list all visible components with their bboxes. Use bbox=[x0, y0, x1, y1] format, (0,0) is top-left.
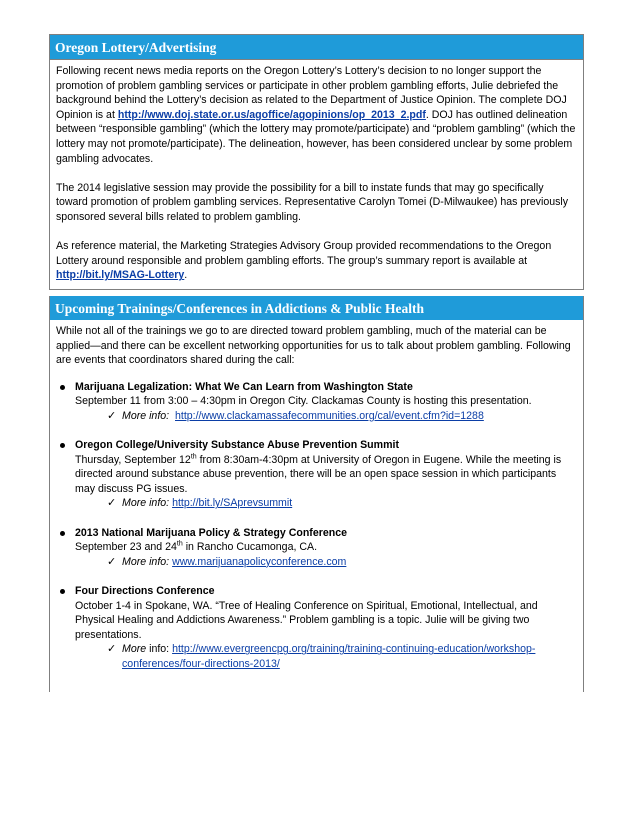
paragraph: While not all of the trainings we go to are directed toward problem gambling, much of the material can be applied—and there can be excellent networking opportunities for us to talk about problem gambling. Following are events that coordinators shared during the call: bbox=[56, 324, 571, 367]
document-frame bbox=[49, 34, 584, 692]
event-list bbox=[56, 380, 577, 672]
event-title: 2013 National Marijuana Policy & Strategy Conference bbox=[75, 526, 347, 539]
event-link[interactable]: http://www.clackamassafecommunities.org/cal/event.cfm?id=1288 bbox=[175, 409, 484, 422]
section-trainings bbox=[49, 296, 584, 692]
list-item bbox=[56, 438, 577, 511]
event-title: Oregon College/University Substance Abuse Prevention Summit bbox=[75, 439, 399, 452]
more-info: ✓ More info: http://bit.ly/SAprevsummit bbox=[107, 497, 293, 510]
paragraph: Following recent news media reports on the Oregon Lottery’s Lottery’s decision to no longer support the promotion of problem gambling services or participate in other problem gambling efforts, Julie debriefed the background behind the Lottery’s decision as related to the Department of Justice Opinion. The complete DOJ Opinion is at http://www.doj.state.or.us/agoffice/agopinions/op_2013_2.pdf. DOJ has outlined delineation between “responsible gambling” (which the lottery may promote/participate) and “problem gambling” (which the lottery may not promote/participate). The delineation, however, has been considered unclear by some problem gambling advocates. bbox=[56, 65, 576, 165]
section-body bbox=[50, 60, 583, 289]
list-item bbox=[56, 526, 577, 570]
event-description: Thursday, September 12th from 8:30am-4:30pm at University of Oregon in Eugene. While the meeting is directed around substance abuse prevention, there will be an open space session in which participants may discuss PG issues. bbox=[75, 453, 562, 495]
section-heading: Oregon Lottery/Advertising bbox=[50, 35, 583, 60]
event-description: October 1-4 in Spokane, WA. “Tree of Healing Conference on Spiritual, Emotional, Intellectual, and Physical Healing and Addictions Awareness.” Problem gambling is a topic. Julie will be giving two presentations. bbox=[75, 599, 538, 641]
more-info: ✓ More info: http://www.evergreencpg.org/training/training-continuing-education/workshop-conferences/four-directions-2013/ bbox=[107, 643, 536, 670]
list-item bbox=[56, 584, 577, 672]
event-link[interactable]: www.marijuanapolicyconference.com bbox=[172, 555, 347, 568]
section-oregon-lottery bbox=[49, 34, 584, 290]
event-title: Four Directions Conference bbox=[75, 585, 215, 597]
paragraph: The 2014 legislative session may provide the possibility for a bill to instate funds that may go specifically toward promotion of problem gambling services. Representative Carolyn Tomei (D-Milwaukee) has previously sponsored several bills related to problem gambling. bbox=[56, 181, 569, 223]
msag-lottery-link[interactable]: http://bit.ly/MSAG-Lottery bbox=[56, 269, 185, 282]
checkmark-icon: ✓ bbox=[107, 497, 117, 510]
event-title: Marijuana Legalization: What We Can Learn from Washington State bbox=[75, 380, 413, 393]
more-info: ✓ More info: http://www.clackamassafecommunities.org/cal/event.cfm?id=1288 bbox=[107, 409, 484, 422]
section-heading: Upcoming Trainings/Conferences in Addictions & Public Health bbox=[50, 296, 583, 320]
checkmark-icon: ✓ bbox=[107, 409, 117, 422]
checkmark-icon: ✓ bbox=[107, 643, 117, 656]
event-link[interactable]: http://www.evergreencpg.org/training/training-continuing-education/workshop-conferences/four-directions-2013/ bbox=[122, 643, 536, 670]
doj-opinion-link[interactable]: http://www.doj.state.or.us/agoffice/agopinions/op_2013_2.pdf bbox=[117, 108, 426, 121]
list-item bbox=[56, 380, 577, 424]
section-body bbox=[50, 320, 583, 692]
event-link[interactable]: http://bit.ly/SAprevsummit bbox=[172, 497, 293, 510]
event-description: September 23 and 24th in Rancho Cucamonga, CA. bbox=[75, 540, 318, 554]
event-description: September 11 from 3:00 – 4:30pm in Oregon City. Clackamas County is hosting this presentation. bbox=[75, 395, 532, 408]
more-info: ✓ More info: www.marijuanapolicyconference.com bbox=[107, 555, 347, 568]
checkmark-icon: ✓ bbox=[107, 555, 117, 568]
paragraph: As reference material, the Marketing Strategies Advisory Group provided recommendations to the Oregon Lottery around responsible and problem gambling efforts. The group’s summary report is available at http://bit.ly/MSAG-Lottery. bbox=[56, 240, 552, 282]
